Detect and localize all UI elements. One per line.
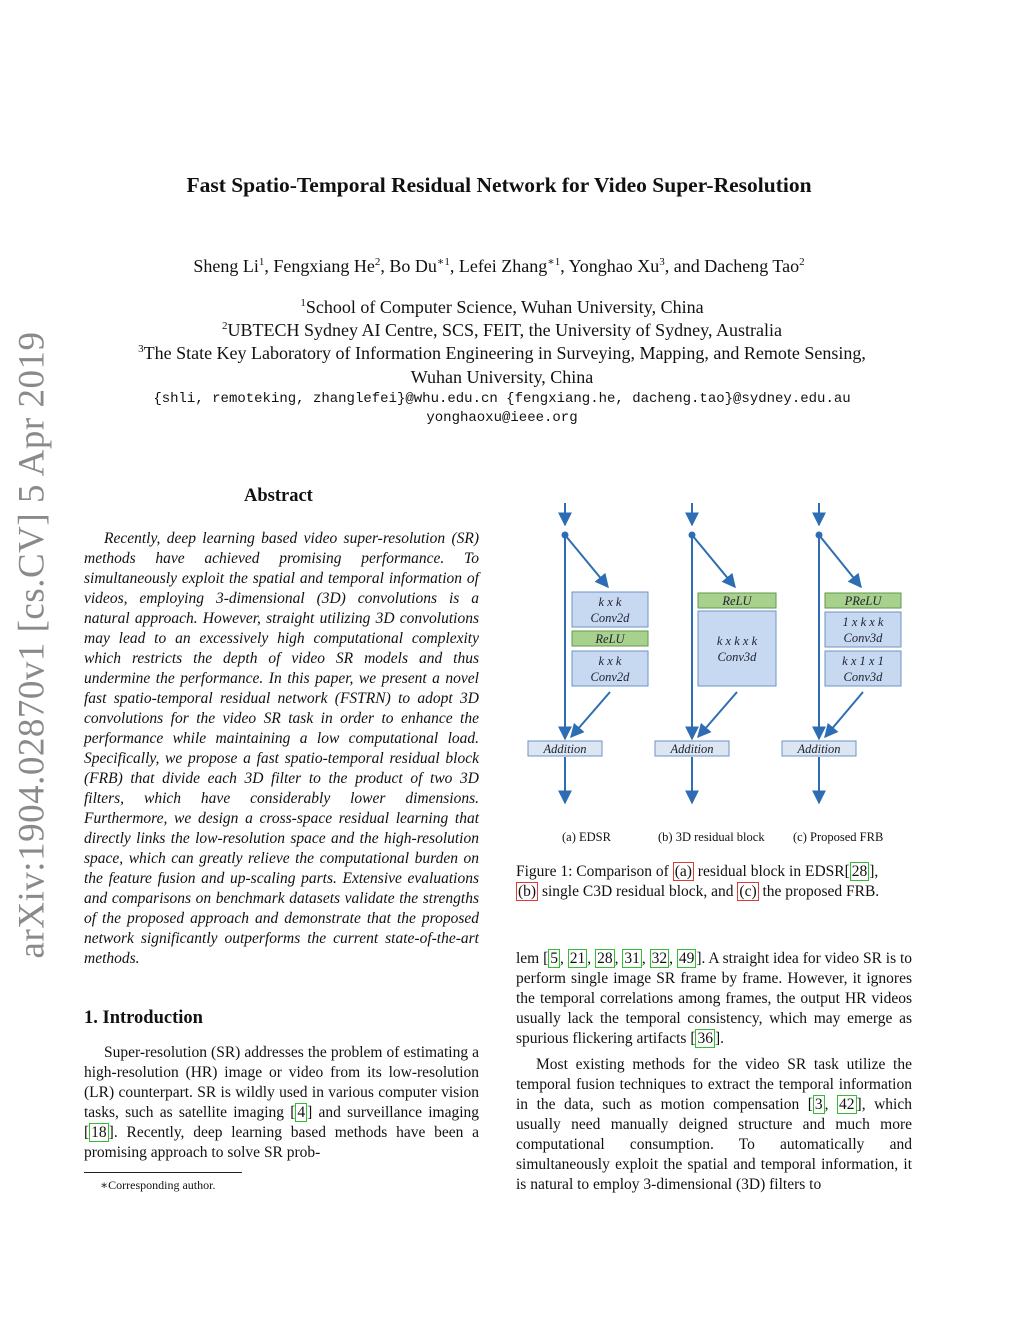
subcaption-c: (c) Proposed FRB xyxy=(793,830,884,844)
intro-heading: 1. Introduction xyxy=(84,1008,203,1028)
svg-text:Conv2d: Conv2d xyxy=(590,611,630,625)
svg-text:ReLU: ReLU xyxy=(722,594,752,608)
figure-ref-c[interactable]: (c) xyxy=(739,883,757,900)
affiliation: Wuhan University, China xyxy=(410,367,594,387)
svg-text:Addition: Addition xyxy=(797,742,841,756)
right-column-paragraph: lem [ 5 , 21 , 28 , 31 , 32 , 49 ]. A straight idea for video SR is to perform single image SR frame by frame. However, it ignores the temporal correlations among frames, the output HR videos usually lack the temporal consistency, which may emerge as spurious flickering artifacts [ 36 ]. xyxy=(516,950,913,1047)
citation-link[interactable]: 42 xyxy=(839,1096,855,1113)
citation-link[interactable]: 49 xyxy=(678,950,695,967)
svg-text:k x k x k: k x k x k xyxy=(716,634,758,648)
footnote: ∗Corresponding author. xyxy=(100,1178,216,1192)
affiliation: $^2$UBTECH Sydney AI Centre, SCS, FEIT, the University of Sydney, Australia xyxy=(222,320,782,340)
citation-link[interactable]: 28 xyxy=(851,863,868,880)
author: and Dacheng Tao xyxy=(673,256,800,276)
affiliation: $^3$The State Key Laboratory of Information Engineering in Surveying, Mapping, and Remote Sensing, xyxy=(138,343,866,363)
author: Sheng Li xyxy=(193,256,259,276)
abstract-heading: Abstract xyxy=(244,486,313,506)
email-line: yonghaoxu@ieee.org xyxy=(426,410,578,426)
paper-title: Fast Spatio-Temporal Residual Network for Video Super-Resolution xyxy=(186,173,812,197)
subcaption-b: (b) 3D residual block xyxy=(658,830,765,844)
abstract-text: Recently, deep learning based video super-resolution (SR) methods have achieved promising performance. To simultaneously exploit the spatial and temporal information of videos, employing 3-dimensional (3D) convolutions is a natural approach. However, straight utilizing 3D convolutions may lead to an excessively high computational complexity which restricts the depth of video SR models and thus undermine the performance. In this paper, we present a novel fast spatio-temporal residual network (FSTRN) to adopt 3D convolutions for the video SR task in order to enhance the performance while maintaining a low computational load. Specifically, we propose a fast spatio-temporal residual block (FRB) that divide each 3D filter to the product of two 3D filters, which have considerably lower dimensions. Furthermore, we design a cross-space residual learning that directly links the low-resolution space and the high-resolution space, which can greatly relieve the computational burden on the feature fusion and up-scaling parts. Extensive evaluations and comparisons on benchmark datasets validate the strengths of the proposed approach and demonstrate that the proposed network significantly outperforms the current state-of-the-art methods. xyxy=(84,530,479,967)
subcaption-a: (a) EDSR xyxy=(562,830,611,844)
citation-link[interactable]: 28 xyxy=(597,950,613,967)
svg-text:Addition: Addition xyxy=(543,742,587,756)
svg-text:Addition: Addition xyxy=(670,742,714,756)
svg-text:Conv3d: Conv3d xyxy=(717,650,757,664)
figure-ref-b[interactable]: (b) xyxy=(518,883,537,900)
citation-link[interactable]: 21 xyxy=(569,950,586,967)
merge-arrow xyxy=(825,692,863,737)
arxiv-sidebar xyxy=(6,331,58,959)
right-column-paragraph: Most existing methods for the video SR task utilize the temporal fusion techniques to extract the temporal information in the data, such as motion compensation [ 3 , 42 ], which usually need manually deigned structure and much more computational consumption. To automatically and simultaneously exploit the spatial and temporal information, it is natural to employ 3-dimensional (3D) filters to xyxy=(516,1056,912,1193)
intro-paragraph: Super-resolution (SR) addresses the problem of estimating a high-resolution (HR) image or video from its low-resolution (LR) counterpart. SR is wildly used in various computer vision tasks, such as satellite imaging [ 4 ] and surveillance imaging [ 18 ]. Recently, deep learning based methods have been a promising approach to solve SR prob- xyxy=(84,1044,480,1161)
author: Fengxiang He xyxy=(273,256,375,276)
author: Lefei Zhang xyxy=(458,256,548,276)
branch-arrow xyxy=(692,535,735,587)
branch-arrow xyxy=(819,535,861,587)
svg-text:k x k: k x k xyxy=(598,654,622,668)
footnote-rule xyxy=(84,1172,242,1173)
svg-text:1 x k x k: 1 x k x k xyxy=(842,615,884,629)
citation-link[interactable]: 18 xyxy=(91,1124,107,1141)
affiliation: $^1$School of Computer Science, Wuhan University, China xyxy=(300,297,704,317)
citation-link[interactable]: 3 xyxy=(814,1096,823,1113)
merge-arrow xyxy=(571,692,610,737)
author: Yonghao Xu xyxy=(568,256,660,276)
figure-ref-a[interactable]: (a) xyxy=(674,863,692,880)
figure-caption: Figure 1: Comparison of (a) residual block in EDSR[ 28 ], (b) single C3D residual block, and (c) the proposed FRB. xyxy=(516,863,880,900)
arxiv-identifier: arXiv:1904.02870v1 [cs.CV] 5 Apr 2019 xyxy=(11,331,53,959)
author-list: Sheng Li$^1$, Fengxiang He$^2$, Bo $Du^{∗1}$, Lefei Zhang$^{∗1}$, Yonghao Xu$^3$, and Dacheng Tao$^2$ xyxy=(193,256,805,276)
email-line: {shli, remoteking, zhanglefei}@whu.edu.cn {fengxiang.he, dacheng.tao}@sydney.edu.au xyxy=(153,391,851,407)
citation-link[interactable]: 31 xyxy=(624,950,640,967)
svg-text:Conv3d: Conv3d xyxy=(843,670,883,684)
merge-arrow xyxy=(698,692,737,737)
citation-link[interactable]: 36 xyxy=(697,1030,713,1047)
frb-block-diagram xyxy=(782,503,901,803)
citation-link[interactable]: 4 xyxy=(297,1104,306,1121)
svg-text:Conv3d: Conv3d xyxy=(843,631,883,645)
c3d-block-diagram xyxy=(655,503,776,803)
edsr-block-diagram xyxy=(528,503,648,803)
svg-text:Conv2d: Conv2d xyxy=(590,670,630,684)
author: Bo Du xyxy=(389,256,437,276)
conv-block xyxy=(698,611,776,686)
svg-text:ReLU: ReLU xyxy=(595,632,625,646)
svg-text:k x 1 x 1: k x 1 x 1 xyxy=(842,654,884,668)
citation-link[interactable]: 32 xyxy=(651,950,668,967)
branch-arrow xyxy=(565,535,608,587)
figure-1-diagram xyxy=(515,495,915,855)
citation-link[interactable]: 5 xyxy=(550,950,559,967)
svg-text:PReLU: PReLU xyxy=(844,594,882,608)
svg-text:k x k: k x k xyxy=(598,595,622,609)
